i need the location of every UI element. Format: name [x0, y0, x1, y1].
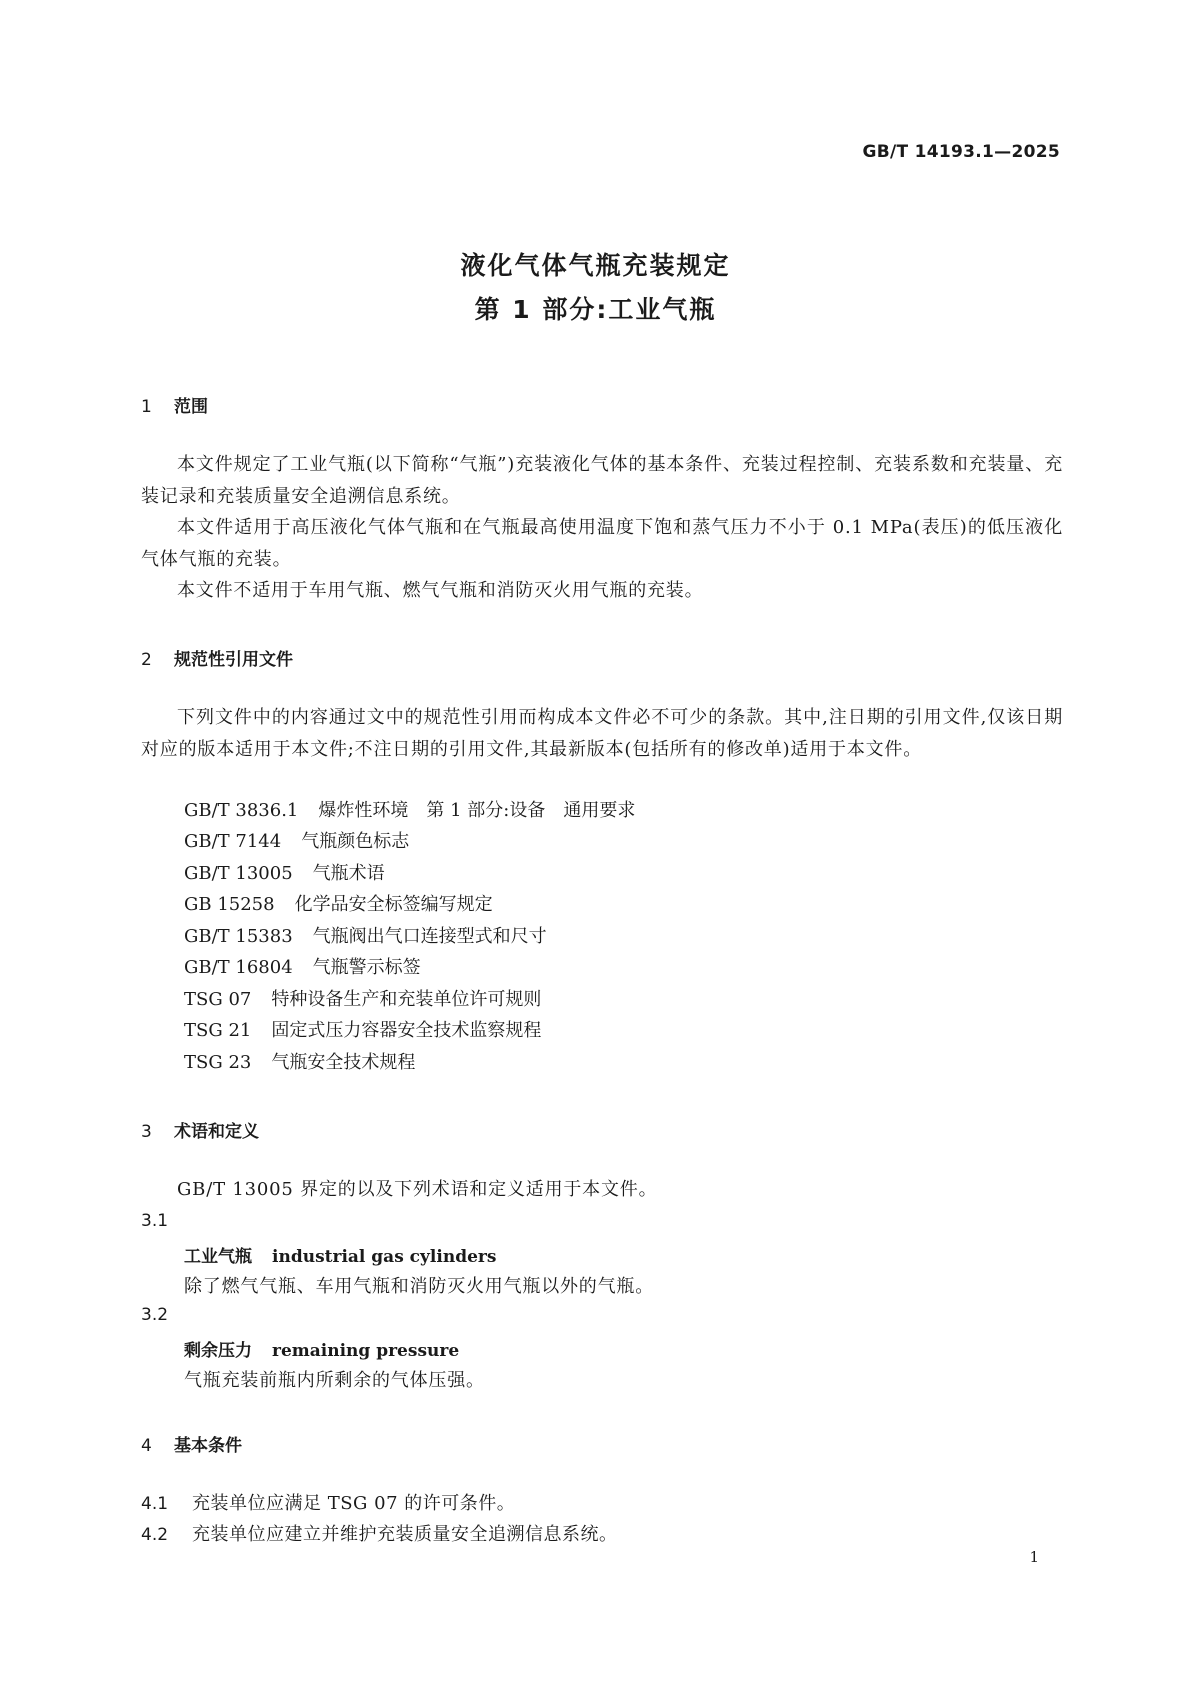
- section-3-intro: GB/T 13005 界定的以及下列术语和定义适用于本文件。: [177, 1179, 658, 1200]
- normative-reference: [184, 985, 541, 1011]
- section-1-paragraph-2: 本文件适用于高压液化气体气瓶和在气瓶最高使用温度下饱和蒸气压力不小于 0.1 MPa(表压)的低压液化气体气瓶的充装。: [141, 517, 1063, 570]
- normative-reference: [184, 859, 385, 885]
- clause-text: 充装单位应满足 TSG 07 的许可条件。: [192, 1493, 516, 1514]
- term-heading: [184, 1242, 496, 1267]
- reference-title: 爆炸性环境 第 1 部分:设备 通用要求: [318, 800, 636, 821]
- term-en: industrial gas cylinders: [272, 1247, 497, 1267]
- document-subtitle: 第 1 部分:工业气瓶: [474, 295, 717, 324]
- reference-code: GB 15258: [184, 894, 275, 915]
- term-number: 3.1: [141, 1211, 169, 1231]
- term-en: remaining pressure: [272, 1341, 460, 1361]
- section-number: 1: [141, 397, 152, 417]
- clause-number: 4.2: [141, 1525, 169, 1545]
- normative-reference: [184, 827, 409, 853]
- normative-reference: [184, 890, 493, 916]
- section-title: 范围: [174, 397, 208, 417]
- reference-code: GB/T 7144: [184, 831, 282, 852]
- reference-code: GB/T 13005: [184, 863, 293, 884]
- reference-title: 化学品安全标签编写规定: [294, 894, 493, 915]
- normative-reference: [184, 1016, 541, 1042]
- term-zh: 工业气瓶: [184, 1247, 252, 1267]
- term-definition: 气瓶充装前瓶内所剩余的气体压强。: [184, 1370, 485, 1391]
- reference-code: TSG 23: [184, 1052, 252, 1073]
- reference-title: 气瓶颜色标志: [301, 831, 410, 852]
- clause: [141, 1489, 515, 1515]
- section-number: 2: [141, 650, 152, 670]
- section-1-paragraph-1: 本文件规定了工业气瓶(以下简称“气瓶”)充装液化气体的基本条件、充装过程控制、充装系数和充装量、充装记录和充装质量安全追溯信息系统。: [141, 454, 1063, 507]
- normative-reference: [184, 922, 547, 948]
- reference-code: GB/T 15383: [184, 926, 293, 947]
- reference-code: GB/T 3836.1: [184, 800, 299, 821]
- section-title: 基本条件: [174, 1436, 242, 1456]
- reference-title: 特种设备生产和充装单位许可规则: [271, 989, 542, 1010]
- page-number: 1: [1029, 1548, 1039, 1566]
- term-zh: 剩余压力: [184, 1341, 252, 1361]
- section-number: 3: [141, 1122, 152, 1142]
- term-number: 3.2: [141, 1305, 169, 1325]
- reference-code: TSG 07: [184, 989, 252, 1010]
- clause: [141, 1520, 618, 1546]
- section-2-intro: 下列文件中的内容通过文中的规范性引用而构成本文件必不可少的条款。其中,注日期的引用文件,仅该日期对应的版本适用于本文件;不注日期的引用文件,其最新版本(包括所有的修改单)适用于本文件。: [141, 707, 1063, 760]
- document-title: 液化气体气瓶充装规定: [460, 251, 731, 280]
- section-number: 4: [141, 1436, 152, 1456]
- normative-reference: [184, 1048, 415, 1074]
- reference-title: 气瓶阀出气口连接型式和尺寸: [312, 926, 547, 947]
- reference-title: 气瓶安全技术规程: [271, 1052, 416, 1073]
- section-1-heading: [141, 392, 208, 417]
- term-definition: 除了燃气气瓶、车用气瓶和消防灭火用气瓶以外的气瓶。: [184, 1276, 654, 1297]
- section-title: 术语和定义: [174, 1122, 259, 1142]
- term-heading: [184, 1336, 459, 1361]
- section-4-heading: [141, 1431, 242, 1456]
- reference-code: GB/T 16804: [184, 957, 293, 978]
- section-2-heading: [141, 645, 293, 670]
- normative-reference: [184, 953, 421, 979]
- reference-title: 气瓶警示标签: [312, 957, 421, 978]
- reference-title: 固定式压力容器安全技术监察规程: [271, 1020, 542, 1041]
- standard-number: GB/T 14193.1—2025: [862, 142, 1060, 162]
- normative-reference: [184, 796, 635, 822]
- section-3-heading: [141, 1117, 259, 1142]
- clause-number: 4.1: [141, 1494, 169, 1514]
- clause-text: 充装单位应建立并维护充装质量安全追溯信息系统。: [192, 1524, 618, 1545]
- reference-code: TSG 21: [184, 1020, 252, 1041]
- section-1-paragraph-3: 本文件不适用于车用气瓶、燃气气瓶和消防灭火用气瓶的充装。: [177, 580, 704, 601]
- section-title: 规范性引用文件: [174, 650, 293, 670]
- reference-title: 气瓶术语: [312, 863, 385, 884]
